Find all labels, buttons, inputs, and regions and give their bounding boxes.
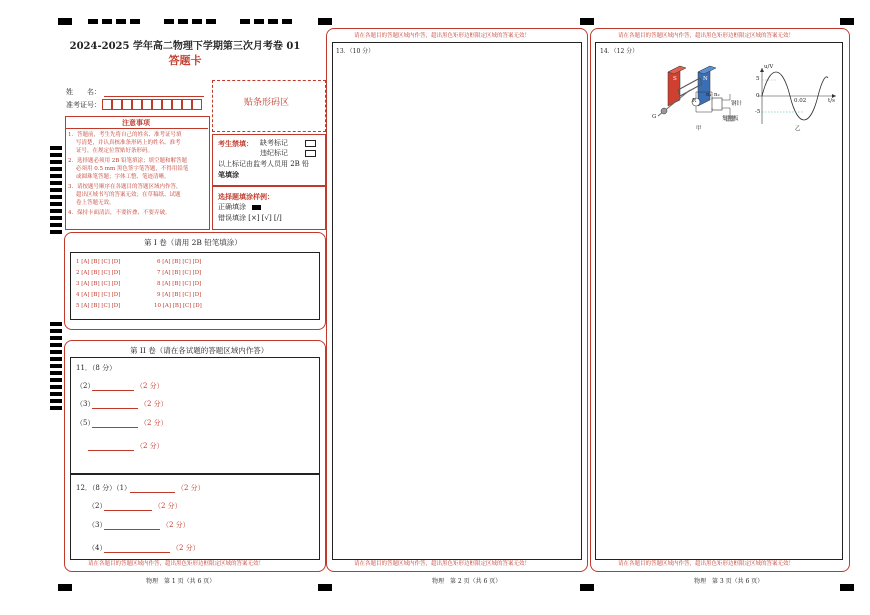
q13-box[interactable] — [332, 42, 582, 560]
q11-6-blank[interactable] — [88, 450, 134, 451]
mc-row[interactable]: 4 [A] [B] [C] [D] — [76, 292, 121, 298]
mc-row[interactable]: 10 [A] [B] [C] [D] — [154, 303, 202, 309]
part2-title: 第 II 卷（请在各试题的答题区域内作答） — [130, 346, 269, 355]
axis-u: u/V — [764, 64, 774, 70]
corner-marker-tl — [58, 18, 72, 25]
q11-3-label: （3） — [76, 400, 95, 408]
mc-row[interactable]: 3 [A] [B] [C] [D] — [76, 281, 121, 287]
q13-label: 13．（10 分） — [336, 48, 375, 55]
sample-correct: 正确填涂 — [218, 203, 246, 211]
barcode-label: 贴条形码区 — [244, 98, 290, 108]
val-5: 5 — [756, 76, 760, 82]
notice-line: 2．选择题必须用 2B 铅笔填涂；填空题和解答题 — [68, 158, 188, 164]
q11-label: 11．（8 分） — [76, 364, 117, 372]
q12-4-score: （2 分） — [172, 544, 200, 552]
col2-warning-top: 请在各题目的答题区域内作答，超出黑色矩形边框限定区域的答案无效！ — [354, 33, 531, 39]
forbidden-note2: 笔填涂 — [218, 170, 239, 179]
col2-warning-bottom: 请在各题目的答题区域内作答，超出黑色矩形边框限定区域的答案无效！ — [354, 561, 531, 567]
corner-marker-tm2 — [580, 18, 594, 25]
id-field[interactable] — [102, 99, 202, 110]
q12-4-blank[interactable] — [104, 552, 170, 553]
val-002: 0.02 — [794, 98, 807, 104]
mc-row[interactable]: 9 [A] [B] [C] [D] — [157, 292, 202, 298]
notice-line: 或圆珠笔答题；字体工整、笔迹清晰。 — [76, 174, 170, 180]
corner-marker-tr — [840, 18, 854, 25]
notice-line: 1．答题前，考生先将自己的姓名、准考证号填 — [68, 132, 182, 138]
notice-line: 写清楚，并认真核准条形码上的姓名、准考 — [76, 140, 181, 146]
label-n: N — [703, 76, 708, 82]
forbidden-label: 考生禁填： — [218, 139, 253, 148]
corner-marker-br — [840, 584, 854, 591]
mc-row[interactable]: 6 [A] [B] [C] [D] — [157, 259, 202, 265]
fig-yi-label: 乙 — [795, 126, 801, 132]
violation-checkbox[interactable] — [305, 150, 316, 157]
part1-title: 第 I 卷（请用 2B 铅笔填涂） — [144, 238, 242, 247]
violation-label: 违纪标记 — [260, 149, 288, 157]
q12-label: 12．（8 分）（1） — [76, 484, 132, 492]
q12-4-label: （4） — [88, 544, 107, 552]
mc-row[interactable]: 7 [A] [B] [C] [D] — [157, 270, 202, 276]
notice-line: 4．保持卡面清洁，不要折叠、不要弄破。 — [68, 210, 171, 216]
mc-row[interactable]: 8 [A] [B] [C] [D] — [157, 281, 202, 287]
q11-3-blank[interactable] — [92, 408, 138, 409]
q11-3-score: （2 分） — [140, 400, 168, 408]
q11-5-label: （5） — [76, 419, 95, 427]
dash-marker — [88, 19, 142, 24]
q12-3-blank[interactable] — [104, 529, 160, 530]
q12-3-label: （3） — [88, 521, 107, 529]
footer-page3: 物理 第 3 页（共 6 页） — [694, 578, 764, 585]
page-title: 2024-2025 学年高二物理下学期第三次月考卷 01 — [69, 41, 301, 52]
q11-5-blank[interactable] — [92, 427, 138, 428]
q12-1-blank[interactable] — [130, 492, 175, 493]
dash-marker — [164, 19, 218, 24]
mc-row[interactable]: 5 [A] [B] [C] [D] — [76, 303, 121, 309]
notice-line: 卷上答题无效。 — [76, 200, 115, 206]
q12-3-score: （2 分） — [162, 521, 190, 529]
val-n5: -5 — [755, 109, 761, 115]
q11-2-label: （2） — [76, 382, 95, 390]
footer-page1: 物理 第 1 页（共 6 页） — [146, 578, 216, 585]
sample-wrong: 错误填涂 [×] [√] [/] — [218, 214, 282, 222]
axis-t: t/s — [828, 98, 835, 104]
q11-2-blank[interactable] — [92, 390, 134, 391]
label-g: G — [652, 114, 657, 120]
notice-line: 超出区域书写的答案无效；在草稿纸、试题 — [76, 192, 181, 198]
q12-1-score: （2 分） — [177, 484, 205, 492]
corner-marker-tm1 — [318, 18, 332, 25]
page-subtitle: 答题卡 — [168, 54, 202, 67]
dash-marker — [240, 19, 294, 24]
col3-warning-top: 请在各题目的答题区域内作答，超出黑色矩形边框限定区域的答案无效！ — [618, 33, 795, 39]
sample-title: 选择题填涂样例： — [218, 192, 274, 201]
corner-marker-bm1 — [318, 584, 332, 591]
label-bb: 集闸板 — [722, 116, 739, 122]
q14-label: 14．（12 分） — [600, 48, 639, 55]
name-field[interactable] — [104, 96, 204, 97]
notice-title: 注意事项 — [122, 118, 150, 127]
notice-line: 必须用 0.5 mm 黑色签字笔答题，不得用铅笔 — [76, 166, 189, 172]
absent-label: 缺考标记 — [260, 139, 288, 147]
absent-checkbox[interactable] — [305, 140, 316, 147]
label-r: R — [692, 98, 697, 104]
notice-line: 证号，在规定位置贴好条形码。 — [76, 148, 154, 154]
q12-2-label: （2） — [88, 502, 107, 510]
label-n2: n₂ — [714, 92, 720, 98]
corner-marker-bl — [58, 584, 72, 591]
id-label: 准考证号： — [66, 101, 101, 109]
mc-row[interactable]: 2 [A] [B] [C] [D] — [76, 270, 121, 276]
name-label: 姓 名： — [66, 88, 101, 96]
col1-warning: 请在各题目的答题区域内作答，超出黑色矩形边框限定区域的答案无效！ — [88, 561, 265, 567]
mc-row[interactable]: 1 [A] [B] [C] [D] — [76, 259, 121, 265]
label-gang: 钢针 — [731, 101, 743, 107]
sine-graph — [752, 64, 842, 128]
notice-line: 3．请按题号顺序在各题目的答题区域内作答， — [68, 184, 182, 190]
q11-box — [70, 357, 320, 474]
fig-jia-label: 甲 — [696, 126, 702, 132]
col3-warning-bottom: 请在各题目的答题区域内作答，超出黑色矩形边框限定区域的答案无效！ — [618, 561, 795, 567]
q11-2-score: （2 分） — [136, 382, 164, 390]
q12-2-score: （2 分） — [154, 502, 182, 510]
footer-page2: 物理 第 2 页（共 6 页） — [432, 578, 502, 585]
q11-6-score: （2 分） — [136, 442, 164, 450]
label-s: S — [673, 76, 677, 82]
corner-marker-bm2 — [580, 584, 594, 591]
forbidden-note1: 以上标记由监考人员用 2B 铅 — [218, 160, 310, 168]
sample-filled-mark — [252, 205, 261, 210]
val-0: 0 — [756, 93, 760, 99]
label-n1: n₁ — [706, 92, 712, 98]
q12-2-blank[interactable] — [104, 510, 152, 511]
q11-5-score: （2 分） — [140, 419, 168, 427]
